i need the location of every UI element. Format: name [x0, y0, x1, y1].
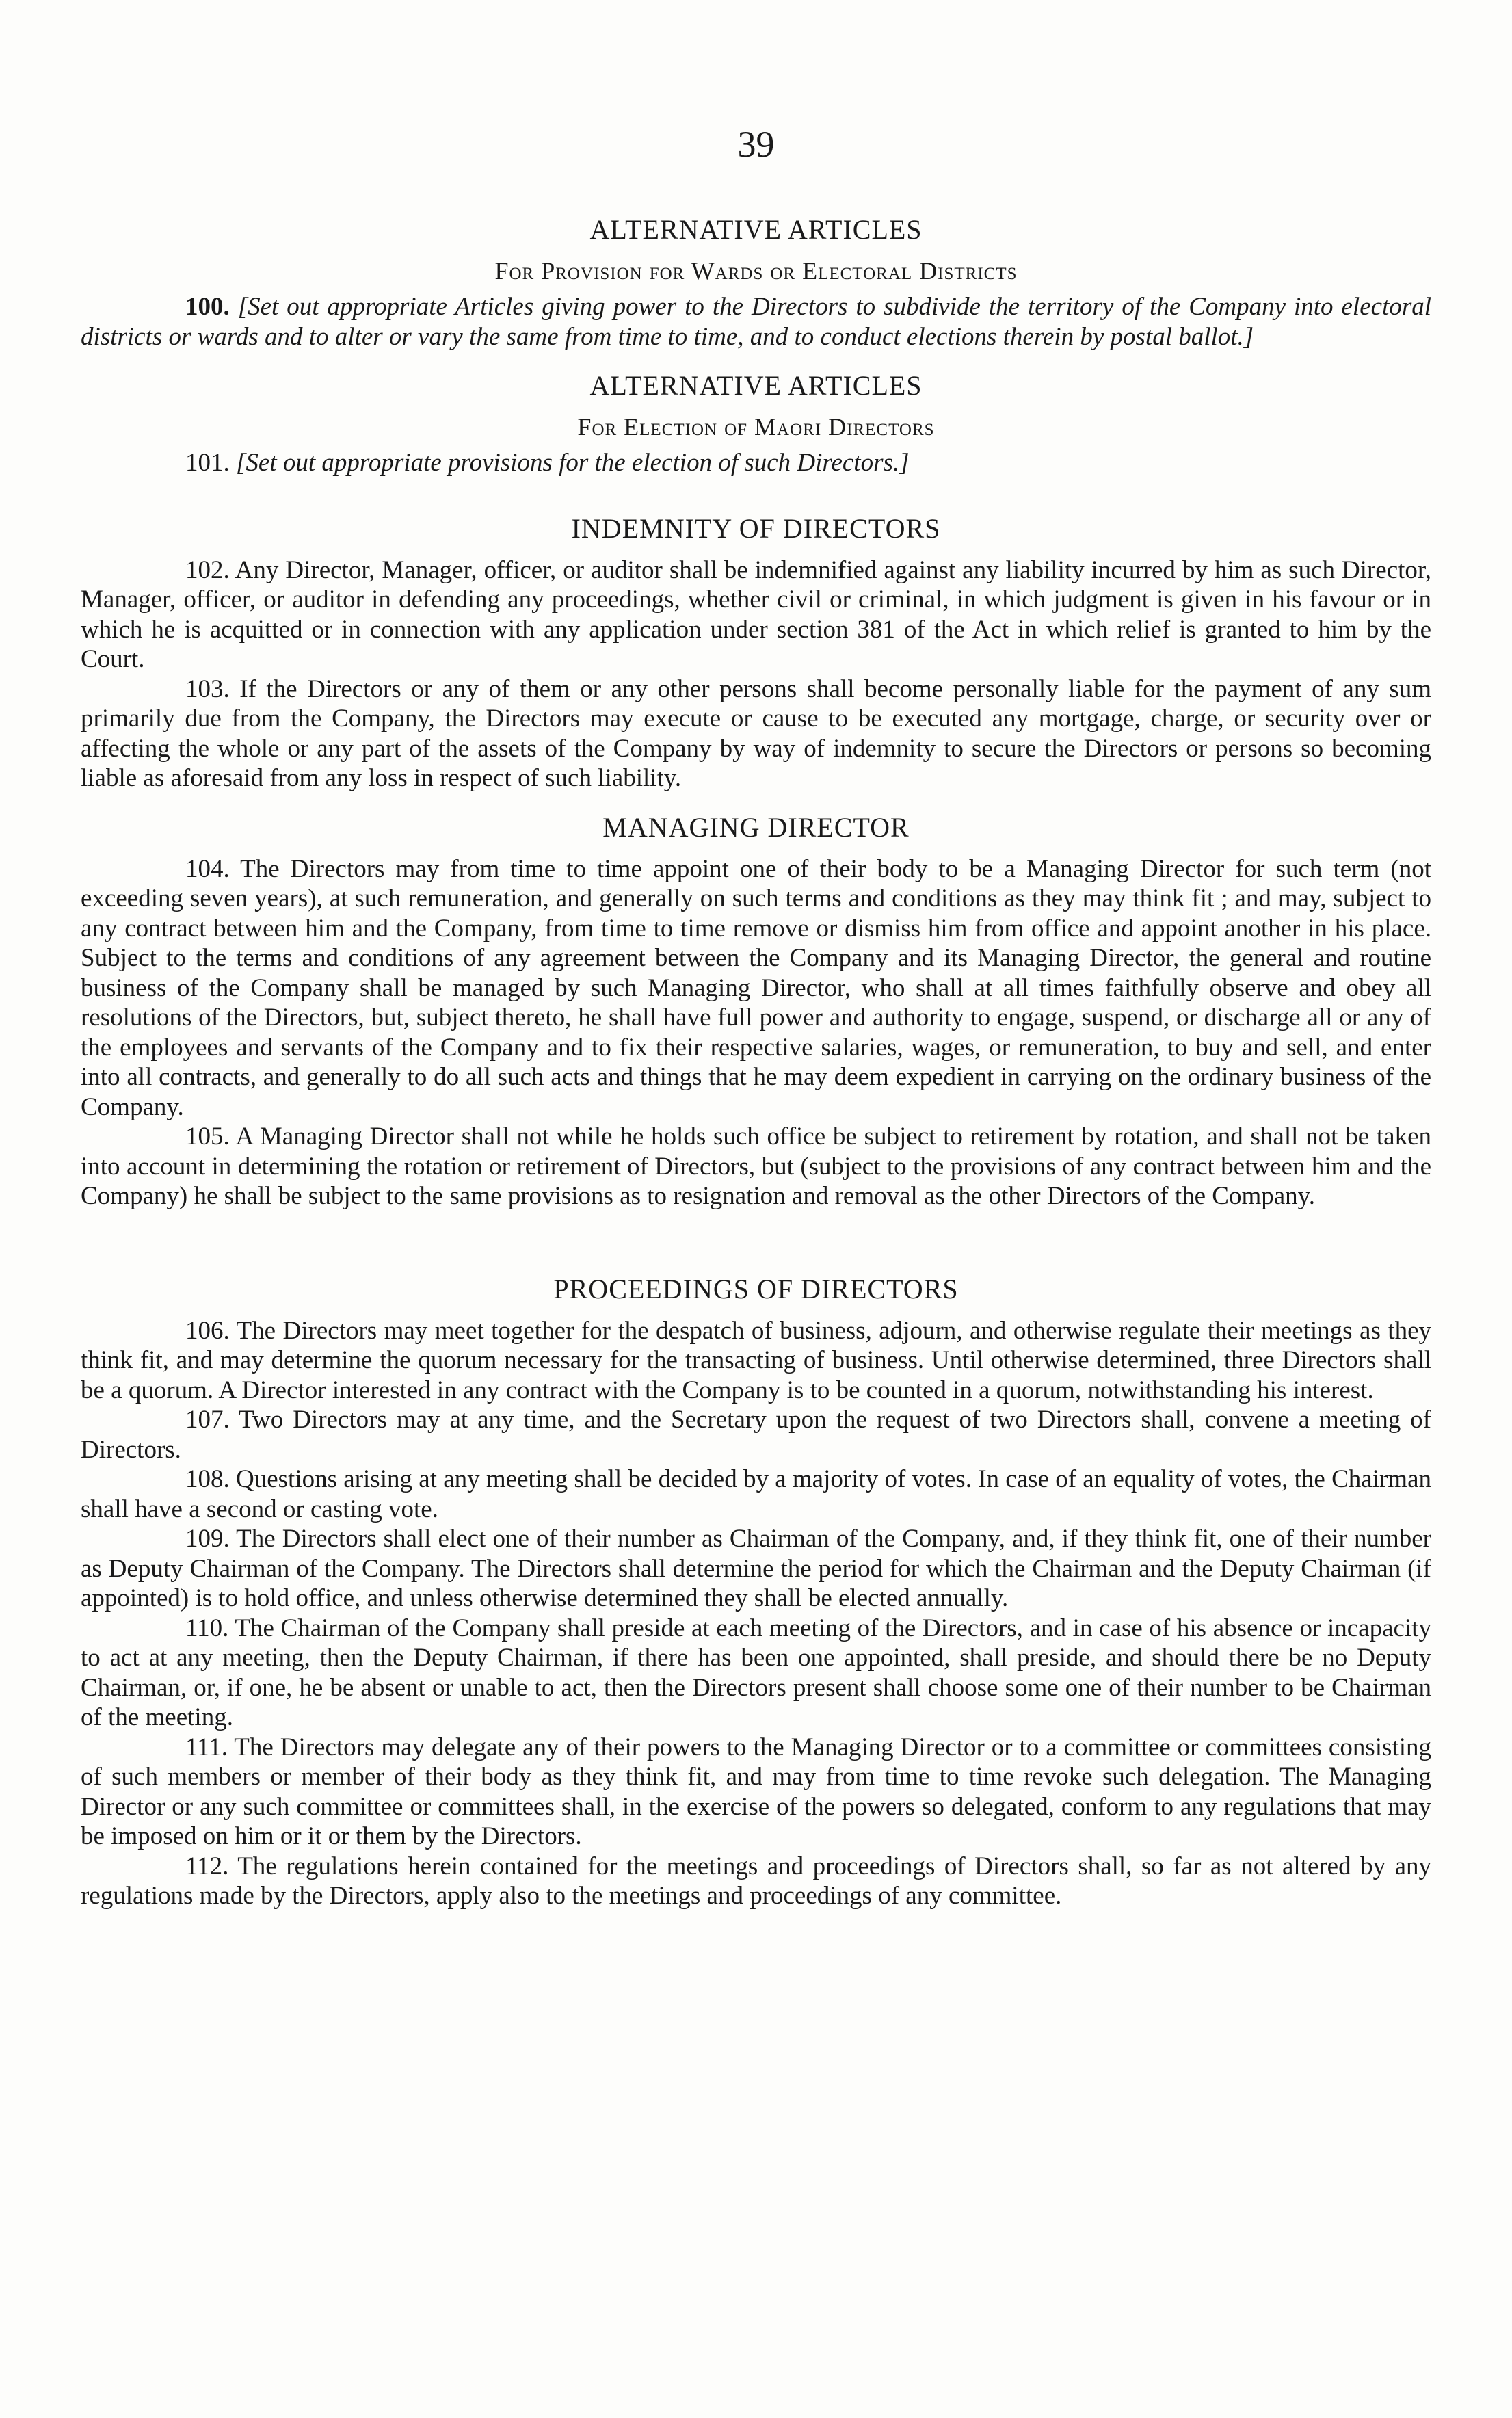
- article-100: [81, 292, 1431, 352]
- article-105: 105. A Managing Director shall not while he holds such office be subject to retirement by rotation, and shall not be taken into account in determining the rotation or retirement of Directors, but (subject to the provisions of any contract between him and the Company) he shall be subject to the same provisions as to resignation and removal as the other Directors of the Company.: [81, 1122, 1431, 1210]
- article-text: [Set out appropriate provisions for the election of such Directors.]: [236, 449, 910, 477]
- article-112: 112. The regulations herein contained for the meetings and proceedings of Directors shall, so far as not altered by any regulations made by the Directors, apply also to the meetings and proceedings of any committee.: [81, 1852, 1431, 1910]
- article-102: 102. Any Director, Manager, officer, or auditor shall be indemnified against any liability incurred by him as such Director, Manager, officer, or auditor in defending any proceedings, whether civil or criminal, in which judgment is given in his favour or in which he is acquitted or in connection with any application under section 381 of the Act in which relief is granted to him by the Court.: [81, 555, 1431, 673]
- article-108: 108. Questions arising at any meeting shall be decided by a majority of votes. In case of an equality of votes, the Chairman shall have a second or casting vote.: [81, 1465, 1431, 1523]
- section-heading: ALTERNATIVE ARTICLES: [589, 370, 923, 401]
- article-number: 101.: [185, 449, 230, 477]
- section-managing-director: [81, 811, 1431, 1211]
- article-107: 107. Two Directors may at any time, and the Secretary upon the request of two Directors shall, convene a meeting of Directors.: [81, 1406, 1431, 1464]
- section-heading: PROCEEDINGS OF DIRECTORS: [553, 1273, 959, 1304]
- section-heading: ALTERNATIVE ARTICLES: [589, 214, 923, 245]
- article-106: 106. The Directors may meet together for the despatch of business, adjourn, and otherwise regulate their meetings as they think fit, and may determine the quorum necessary for the transacting of business. Until otherwise determined, three Directors shall be a quorum. A Director interested in any contract with the Company is to be counted in a quorum, notwithstanding his interest.: [81, 1316, 1431, 1404]
- section-proceedings: [81, 1273, 1431, 1911]
- article-number: 100.: [185, 293, 230, 321]
- page-number: 39: [737, 124, 775, 165]
- article-109: 109. The Directors shall elect one of their number as Chairman of the Company, and, if they think fit, one of their number as Deputy Chairman of the Company. The Directors shall determine the period for which the Chairman and the Deputy Chairman (if appointed) is to hold office, and unless otherwise determined they shall be elected annually.: [81, 1525, 1431, 1612]
- section-heading: MANAGING DIRECTOR: [602, 811, 910, 843]
- article-104: 104. The Directors may from time to time appoint one of their body to be a Managing Director for such term (not exceeding seven years), at such remuneration, and generally on such terms and conditions as they may think fit ; and may, subject to any contract between him and the Company, from time to time remove or dismiss him from office and appoint another in his place. Subject to the terms and conditions of any agreement between the Company and its Managing Director, the general and routine business of the Company shall be managed by such Managing Director, who shall at all times faithfully observe and obey all resolutions of the Directors, but, subject thereto, he shall have full power and authority to engage, suspend, or discharge all or any of the employees and servants of the Company and to fix their respective salaries, wages, or remuneration, to buy and sell, and enter into all contracts, and generally to do all such acts and things that he may deem expedient in carrying on the ordinary business of the Company.: [81, 854, 1431, 1121]
- section-wards: [81, 213, 1431, 352]
- section-maori: [81, 369, 1431, 478]
- section-indemnity: [81, 512, 1431, 793]
- article-text: [Set out appropriate Articles giving power to the Directors to subdivide the territory of the Company into electoral districts or wards and to alter or vary the same from time to time, and to conduct elections therein by postal ballot.]: [81, 293, 1431, 351]
- section-subheading: For Election of Maori Directors: [577, 413, 935, 441]
- article-111: 111. The Directors may delegate any of their powers to the Managing Director or to a committee or committees consisting of such members or member of their body as they think fit, and may from time to time revoke such delegation. The Managing Director or any such committee or committees shall, in the exercise of the powers so delegated, conform to any regulations that may be imposed on him or it or them by the Directors.: [81, 1733, 1431, 1850]
- section-subheading: For Provision for Wards or Electoral Districts: [494, 257, 1018, 285]
- section-heading: INDEMNITY OF DIRECTORS: [571, 512, 941, 544]
- article-110: 110. The Chairman of the Company shall preside at each meeting of the Directors, and in case of his absence or incapacity to act at any meeting, then the Deputy Chairman, if there has been one appointed, shall preside, and should there be no Deputy Chairman, or, if one, he be absent or unable to act, then the Directors present shall choose some one of their number to be Chairman of the meeting.: [81, 1614, 1431, 1731]
- article-103: 103. If the Directors or any of them or any other persons shall become personally liable for the payment of any sum primarily due from the Company, the Directors may execute or cause to be executed any mortgage, charge, or security over or affecting the whole or any part of the assets of the Company by way of indemnity to secure the Directors or persons so becoming liable as aforesaid from any loss in respect of such liability.: [81, 674, 1431, 792]
- article-101: [81, 448, 1431, 478]
